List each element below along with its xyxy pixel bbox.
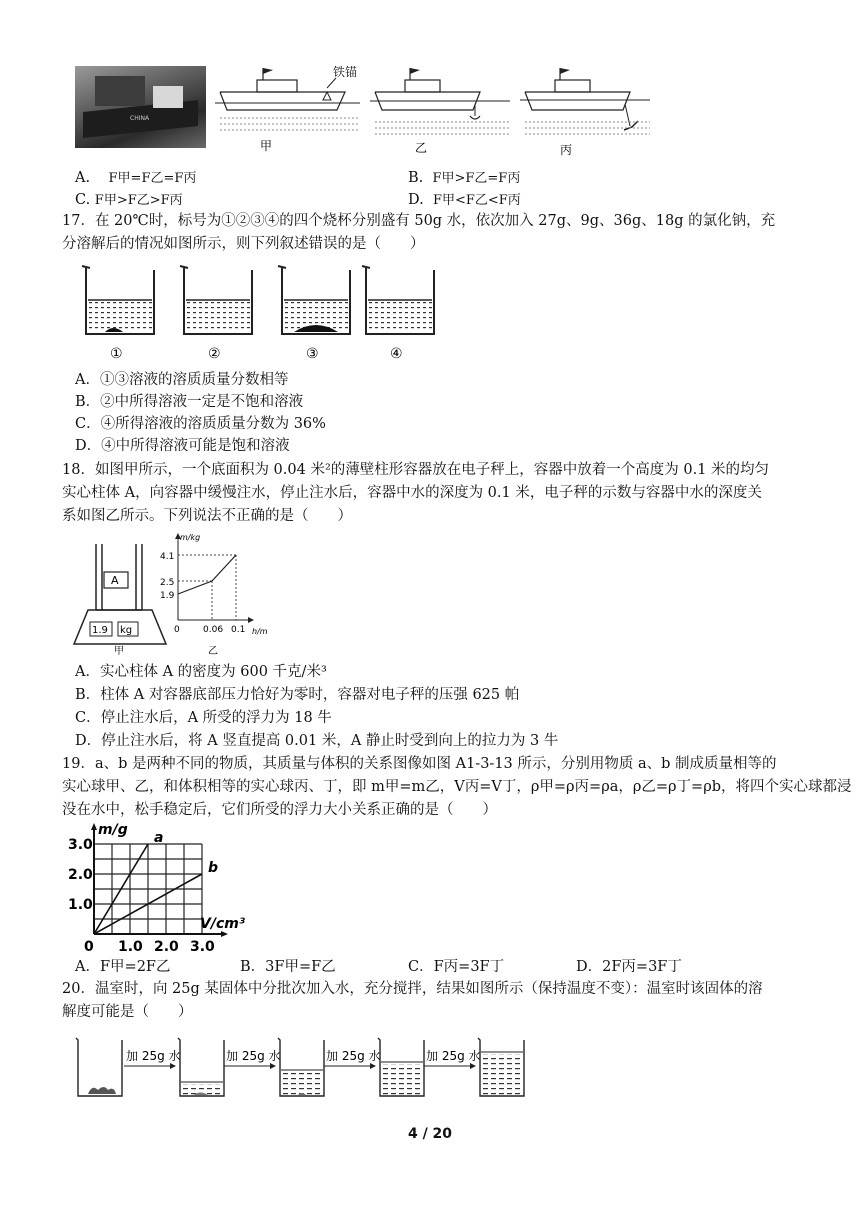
- beaker-1: [82, 266, 154, 362]
- q20-arrow-3: [324, 1048, 381, 1069]
- q16-option-d: D. F甲<F乙<F丙: [408, 192, 521, 208]
- q19-option-d: D．2F丙=3F丁: [576, 959, 682, 975]
- q17-stem-line2: 分溶解后的情况如图所示，则下列叙述错误的是（ ）: [62, 236, 425, 252]
- ship-photo: [75, 66, 206, 148]
- q16-option-c: C. F甲>F乙>F丙: [75, 192, 183, 208]
- q19-option-a: A．F甲=2F乙: [75, 959, 171, 975]
- ship-label-jia: 甲: [260, 139, 273, 153]
- q18-option-b: B．柱体 A 对容器底部压力恰好为零时，容器对电子秤的压强 625 帕: [75, 687, 520, 703]
- ship-anchor-diagrams: [215, 60, 655, 160]
- page-number: 4 / 20: [407, 1126, 453, 1142]
- q17-option-c: C．④所得溶液的溶质质量分数为 36%: [75, 416, 326, 432]
- q18-xtick-0: 0: [174, 625, 180, 635]
- q20-arrow-1: [124, 1048, 181, 1069]
- q18-option-a: A．实心柱体 A 的密度为 600 千克/米³: [75, 664, 327, 680]
- q18-ylabel: m/kg: [180, 533, 201, 542]
- q20-beaker-3: [278, 1038, 324, 1096]
- q17-stem-line1: 17．在 20℃时，标号为①②③④的四个烧杯分别盛有 50g 水，依次加入 27g、9g、36g、18g 的氯化钠，充: [62, 213, 776, 229]
- q20-beaker-4: [378, 1038, 424, 1096]
- series-label-b: b: [208, 860, 219, 876]
- scale-with-container: [74, 544, 166, 657]
- ship-label-yi: 乙: [415, 141, 428, 155]
- q20-arrow-label-2: 加 25g 水: [226, 1049, 281, 1063]
- ship-jia: [215, 64, 360, 153]
- ship-name-text: CHINA: [130, 115, 150, 122]
- ship-bing: [520, 68, 650, 157]
- beaker-label-4: ④: [390, 346, 403, 362]
- q16-option-b: B. F甲>F乙=F丙: [408, 170, 521, 186]
- q18-stem-line3: 系如图乙所示。下列说法不正确的是（ ）: [62, 508, 352, 524]
- q17-option-b: B．②中所得溶液一定是不饱和溶液: [75, 394, 304, 410]
- q19-option-c: C．F丙=3F丁: [408, 959, 505, 975]
- x-axis-label: V/cm³: [200, 916, 245, 932]
- q16-option-a: A. F甲=F乙=F丙: [75, 170, 197, 186]
- q18-figure: [70, 530, 290, 655]
- q20-beaker-2: [178, 1038, 224, 1096]
- anchor-label: 铁锚: [333, 65, 358, 79]
- beaker-2: [180, 266, 252, 362]
- x-tick-label: 2.0: [154, 939, 179, 955]
- x-tick-label: 1.0: [118, 939, 143, 955]
- q20-arrow-label-1: 加 25g 水: [126, 1049, 181, 1063]
- y-tick-label: 2.0: [68, 867, 93, 883]
- q20-beakers-sequence: [72, 1036, 542, 1102]
- q17-option-a: A．①③溶液的溶质质量分数相等: [75, 372, 289, 388]
- ship-label-bing: 丙: [560, 143, 573, 157]
- series-label-a: a: [154, 830, 164, 846]
- fig-label-yi: 乙: [208, 646, 218, 657]
- q20-beaker-1: [76, 1038, 122, 1096]
- beaker-label-3: ③: [306, 346, 319, 362]
- ship-yi: [370, 68, 510, 155]
- q20-arrow-2: [224, 1048, 281, 1069]
- scale-display: 1.9: [92, 625, 108, 636]
- q17-option-d: D．④中所得溶液可能是饱和溶液: [75, 438, 290, 454]
- q20-stem-line2: 解度可能是（ ）: [62, 1004, 193, 1020]
- q18-xtick-0.06: 0.06: [203, 625, 224, 635]
- q19-stem-line2: 实心球甲、乙，和体积相等的实心球丙、丁，即 m甲=m乙，V丙=V丁，ρ甲=ρ丙=ρa，ρ乙=ρ丁=ρb，将四个实心球都浸: [62, 779, 852, 795]
- beaker-label-2: ②: [208, 346, 221, 362]
- x-tick-label: 0: [84, 939, 94, 955]
- q19-option-b: B．3F甲=F乙: [240, 959, 336, 975]
- q20-arrow-label-4: 加 25g 水: [426, 1049, 481, 1063]
- beaker-4: [362, 266, 434, 362]
- q20-arrow-label-3: 加 25g 水: [326, 1049, 381, 1063]
- q18-xlabel: h/m: [252, 627, 268, 636]
- q18-option-c: C．停止注水后，A 所受的浮力为 18 牛: [75, 710, 332, 726]
- y-axis-label: m/g: [98, 822, 128, 838]
- q20-stem-line1: 20．温室时，向 25g 某固体中分批次加入水，充分搅拌，结果如图所示（保持温度不变）：温室时该固体的溶: [62, 981, 763, 997]
- q17-beakers-figure: [70, 260, 430, 364]
- y-axis-arrow: [91, 823, 97, 830]
- x-tick-label: 3.0: [190, 939, 215, 955]
- q18-option-d: D．停止注水后，将 A 竖直提高 0.01 米，A 静止时受到向上的拉力为 3 牛: [75, 733, 559, 749]
- q18-chart: [160, 533, 268, 657]
- scale-unit: kg: [120, 625, 133, 636]
- y-tick-label: 1.0: [68, 897, 93, 913]
- q18-ytick-2.5: 2.5: [160, 578, 175, 588]
- fig-label-jia: 甲: [114, 646, 124, 657]
- q18-line: [178, 555, 236, 594]
- q19-stem-line3: 没在水中，松手稳定后，它们所受的浮力大小关系正确的是（ ）: [62, 802, 497, 818]
- y-tick-label: 3.0: [68, 837, 93, 853]
- q20-arrow-4: [424, 1048, 481, 1069]
- q18-xtick-0.1: 0.1: [231, 625, 246, 635]
- q18-stem-line1: 18．如图甲所示，一个底面积为 0.04 米²的薄壁柱形容器放在电子秤上，容器中放着一个高度为 0.1 米的均匀: [62, 462, 770, 478]
- q18-ytick-4.1: 4.1: [160, 552, 175, 562]
- q18-stem-line2: 实心柱体 A，向容器中缓慢注水，停止注水后，容器中水的深度为 0.1 米，电子秤的示数与容器中水的深度关: [62, 485, 762, 501]
- q19-stem-line1: 19．a、b 是两种不同的物质，其质量与体积的关系图像如图 A1-3-13 所示，分别用物质 a、b 制成质量相等的: [62, 756, 777, 772]
- beaker-3: [278, 266, 350, 362]
- beaker-label-1: ①: [110, 346, 123, 362]
- block-a-label: A: [111, 574, 119, 587]
- q20-beaker-5: [478, 1038, 524, 1096]
- q18-ytick-1.9: 1.9: [160, 591, 175, 601]
- q19-mass-volume-chart: [66, 822, 245, 955]
